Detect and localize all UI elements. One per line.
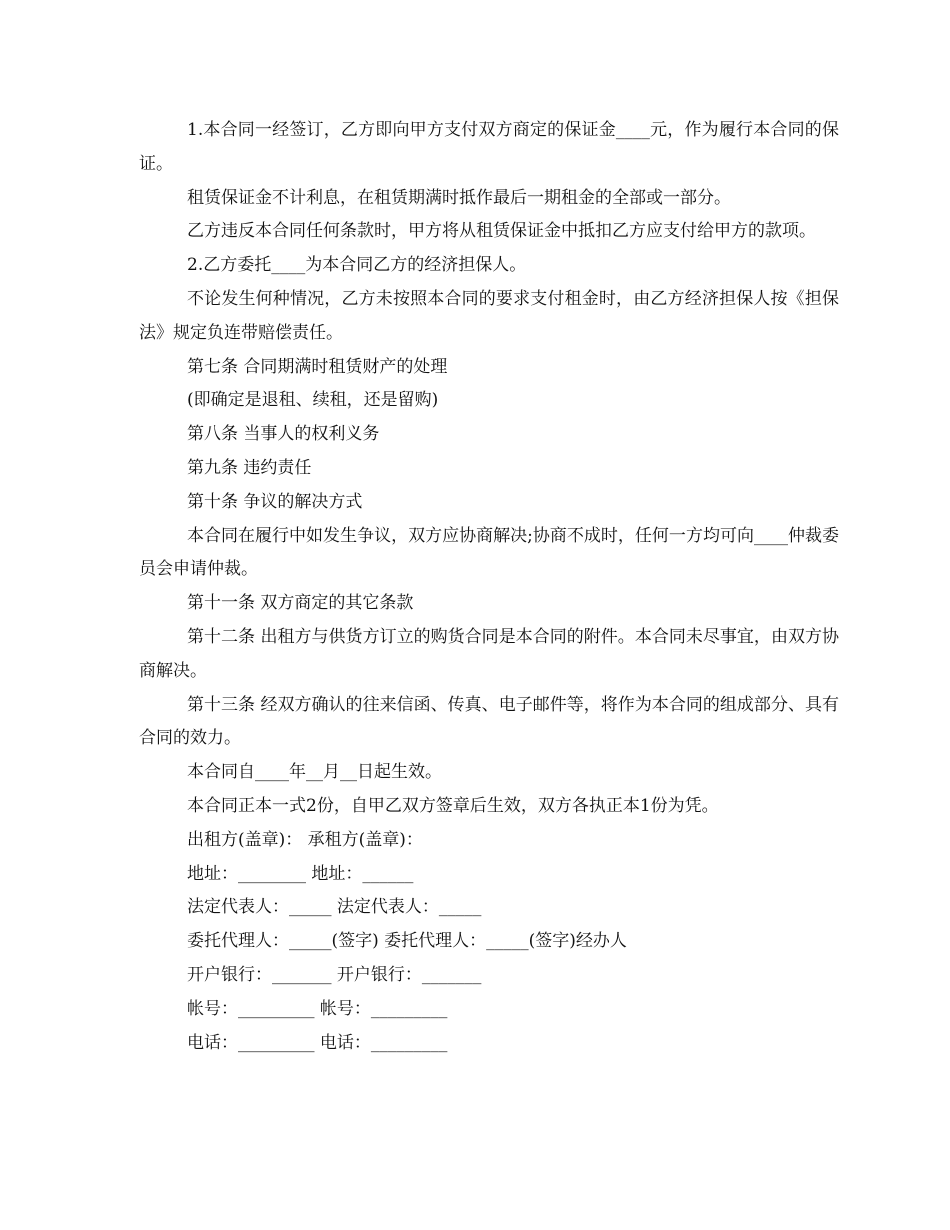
paragraph-deposit: 1.本合同一经签订，乙方即向甲方支付双方商定的保证金____元，作为履行本合同的保证。	[139, 120, 839, 174]
paragraph-guarantor: 2.乙方委托____为本合同乙方的经济担保人。	[187, 255, 527, 276]
signature-parties: 出租方(盖章)： 承租方(盖章)：	[187, 829, 423, 850]
paragraph-dispute-resolution: 本合同在履行中如发生争议，双方应协商解决;协商不成时，任何一方均可向____仲裁委员会申请仲裁。	[139, 525, 839, 580]
clause-nine-heading: 第九条 违约责任	[187, 457, 312, 478]
contract-body	[139, 114, 839, 1060]
signature-bank: 开户银行：_______ 开户银行：_______	[187, 964, 482, 985]
paragraph-copies: 本合同正本一式2份，自甲乙双方签章后生效，双方各执正本1份为凭。	[187, 795, 719, 816]
signature-legal-representative: 法定代表人：_____ 法定代表人：_____	[187, 897, 482, 918]
signature-phone: 电话：_________ 电话：_________	[187, 1032, 448, 1053]
clause-twelve: 第十二条 出租方与供货方订立的购货合同是本合同的附件。本合同未尽事宜，由双方协商解决。	[139, 626, 839, 681]
paragraph-deposit-interest: 租赁保证金不计利息，在租赁期满时抵作最后一期租金的全部或一部分。	[187, 187, 731, 208]
signature-account: 帐号：_________ 帐号：_________	[187, 998, 448, 1019]
clause-eight-heading: 第八条 当事人的权利义务	[187, 424, 380, 445]
paragraph-effective-date: 本合同自____年__月__日起生效。	[187, 762, 442, 783]
clause-seven-note: (即确定是退租、续租，还是留购)	[187, 390, 439, 411]
signature-address: 地址：________ 地址：______	[187, 863, 414, 884]
clause-eleven-heading: 第十一条 双方商定的其它条款	[187, 593, 414, 614]
clause-seven-heading: 第七条 合同期满时租赁财产的处理	[187, 356, 448, 377]
signature-agent: 委托代理人：_____(签字) 委托代理人：_____(签字)经办人	[187, 931, 627, 952]
clause-thirteen: 第十三条 经双方确认的往来信函、传真、电子邮件等，将作为本合同的组成部分、具有合同的效力。	[139, 694, 839, 749]
paragraph-guarantor-liability: 不论发生何种情况，乙方未按照本合同的要求支付租金时，由乙方经济担保人按《担保法》规定负连带赔偿责任。	[139, 288, 839, 343]
paragraph-deposit-deduction: 乙方违反本合同任何条款时，甲方将从租赁保证金中抵扣乙方应支付给甲方的款项。	[187, 221, 816, 242]
clause-ten-heading: 第十条 争议的解决方式	[187, 491, 363, 512]
